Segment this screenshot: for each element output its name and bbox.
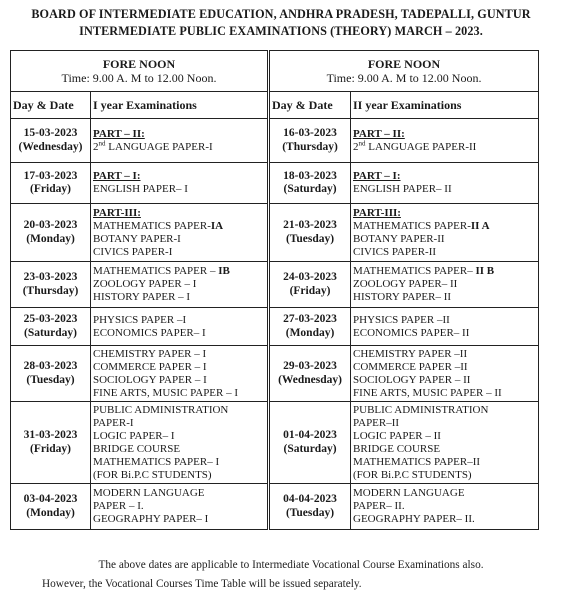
footnote-line-1: The above dates are applicable to Intermediate Vocational Course Examinations also. xyxy=(98,559,484,571)
date-cell: 15-03-2023 (Wednesday) xyxy=(11,119,91,163)
subject-cell: PART – II: 2nd LANGUAGE PAPER-II xyxy=(351,119,539,163)
timetable xyxy=(10,50,539,530)
table-row xyxy=(11,119,539,163)
table-row xyxy=(11,484,539,530)
session-left-time: Time: 9.00 A. M to 12.00 Noon. xyxy=(61,71,217,85)
date-cell: 01-04-2023 (Saturday) xyxy=(269,402,351,484)
subject-cell: PHYSICS PAPER –II ECONOMICS PAPER– II xyxy=(351,308,539,346)
subject-cell: PUBLIC ADMINISTRATION PAPER-I LOGIC PAPER– I BRIDGE COURSE MATHEMATICS PAPER– I (FOR Bi.P.C STUDENTS) xyxy=(91,402,269,484)
subject-cell: PART – II: 2nd LANGUAGE PAPER-I xyxy=(91,119,269,163)
date-cell: 29-03-2023 (Wednesday) xyxy=(269,346,351,402)
table-row xyxy=(11,204,539,262)
table-row xyxy=(11,402,539,484)
subject-cell: CHEMISTRY PAPER – I COMMERCE PAPER – I SOCIOLOGY PAPER – I FINE ARTS, MUSIC PAPER – I xyxy=(91,346,269,402)
table-row xyxy=(11,262,539,308)
table-row xyxy=(11,163,539,204)
subject-cell: PHYSICS PAPER –I ECONOMICS PAPER– I xyxy=(91,308,269,346)
session-right xyxy=(269,51,539,92)
subject-cell: MODERN LANGUAGE PAPER – I. GEOGRAPHY PAPER– I xyxy=(91,484,269,530)
session-left-name: FORE NOON xyxy=(102,57,176,71)
subject-cell: MATHEMATICS PAPER – IB ZOOLOGY PAPER – I HISTORY PAPER – I xyxy=(91,262,269,308)
date-cell: 23-03-2023 (Thursday) xyxy=(11,262,91,308)
session-row xyxy=(11,51,539,92)
board-title: BOARD OF INTERMEDIATE EDUCATION, ANDHRA PRADESH, TADEPALLI, GUNTUR xyxy=(31,7,531,21)
col-day-date-1: Day & Date xyxy=(11,92,91,119)
subject-cell: PUBLIC ADMINISTRATION PAPER–II LOGIC PAPER – II BRIDGE COURSE MATHEMATICS PAPER–II (FOR Bi.P.C STUDENTS) xyxy=(351,402,539,484)
table-row xyxy=(11,308,539,346)
date-cell: 24-03-2023 (Friday) xyxy=(269,262,351,308)
column-header-row xyxy=(11,92,539,119)
date-cell: 20-03-2023 (Monday) xyxy=(11,204,91,262)
footnote-line-2: However, the Vocational Courses Time Table will be issued separately. xyxy=(42,578,362,590)
subject-cell: MODERN LANGUAGE PAPER– II. GEOGRAPHY PAPER– II. xyxy=(351,484,539,530)
date-cell: 28-03-2023 (Tuesday) xyxy=(11,346,91,402)
session-left xyxy=(11,51,269,92)
date-cell: 03-04-2023 (Monday) xyxy=(11,484,91,530)
col-first-year: I year Examinations xyxy=(91,92,269,119)
exam-title: INTERMEDIATE PUBLIC EXAMINATIONS (THEORY) MARCH – 2023. xyxy=(79,24,483,38)
col-second-year: II year Examinations xyxy=(351,92,539,119)
date-cell: 27-03-2023 (Monday) xyxy=(269,308,351,346)
subject-cell: PART-III: MATHEMATICS PAPER-IA BOTANY PAPER-I CIVICS PAPER-I xyxy=(91,204,269,262)
subject-cell: PART-III: MATHEMATICS PAPER-II A BOTANY PAPER-II CIVICS PAPER-II xyxy=(351,204,539,262)
date-cell: 04-04-2023 (Tuesday) xyxy=(269,484,351,530)
col-day-date-2: Day & Date xyxy=(269,92,351,119)
date-cell: 21-03-2023 (Tuesday) xyxy=(269,204,351,262)
subject-cell: CHEMISTRY PAPER –II COMMERCE PAPER –II SOCIOLOGY PAPER – II FINE ARTS, MUSIC PAPER – II xyxy=(351,346,539,402)
table-row xyxy=(11,346,539,402)
subject-cell: MATHEMATICS PAPER– II B ZOOLOGY PAPER– II HISTORY PAPER– II xyxy=(351,262,539,308)
date-cell: 18-03-2023 (Saturday) xyxy=(269,163,351,204)
date-cell: 17-03-2023 (Friday) xyxy=(11,163,91,204)
subject-cell: PART – I: ENGLISH PAPER– I xyxy=(91,163,269,204)
subject-cell: PART – I: ENGLISH PAPER– II xyxy=(351,163,539,204)
session-right-time: Time: 9.00 A. M to 12.00 Noon. xyxy=(326,71,482,85)
date-cell: 25-03-2023 (Saturday) xyxy=(11,308,91,346)
date-cell: 16-03-2023 (Thursday) xyxy=(269,119,351,163)
session-right-name: FORE NOON xyxy=(367,57,441,71)
date-cell: 31-03-2023 (Friday) xyxy=(11,402,91,484)
document-header xyxy=(0,6,562,40)
